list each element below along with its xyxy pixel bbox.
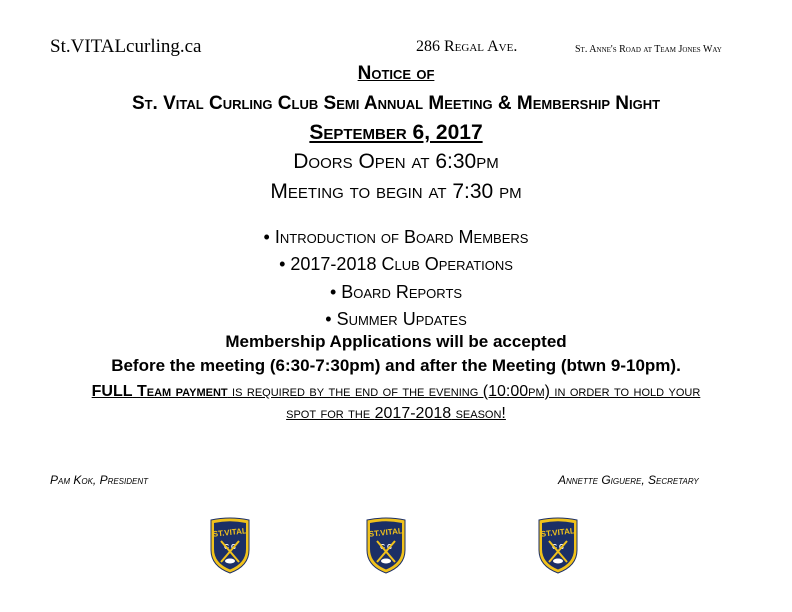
website-url: St.VITALcurling.ca (50, 36, 202, 57)
doors-open: Doors Open at 6:30pm (293, 150, 499, 173)
club-crest-icon (208, 516, 252, 574)
membership-times: Before the meeting (6:30-7:30pm) and after the Meeting (btwn 9-10pm). (111, 356, 681, 375)
agenda-item (0, 282, 792, 303)
notice-heading: Notice of (357, 63, 435, 84)
meeting-date: September 6, 2017 (309, 121, 483, 144)
payment-season: 2017-2018 (374, 405, 452, 422)
payment-spot: spot for the (286, 405, 375, 422)
payment-full: FULL (91, 383, 133, 400)
agenda-item-label: 2017-2018 Club Operations (290, 254, 513, 274)
president-signature: Pam Kok, President (50, 473, 149, 487)
agenda-item (0, 309, 792, 330)
agenda-item (0, 227, 792, 248)
meeting-start: Meeting to begin at 7:30 pm (270, 180, 522, 203)
payment-notice-line2 (0, 405, 792, 423)
secretary-signature: Annette Giguere, Secretary (558, 473, 699, 487)
meeting-title: St. Vital Curling Club Semi Annual Meeting & Membership Night (131, 93, 661, 114)
payment-rest: is required by the end of the evening (10:00pm) in order to hold your (227, 383, 701, 400)
club-crest-icon (536, 516, 580, 574)
svg-text:ST.VITAL: ST.VITAL (368, 526, 404, 539)
bullet: • (263, 227, 270, 247)
svg-text:C C: C C (379, 544, 393, 551)
bullet: • (279, 254, 286, 274)
svg-text:C C: C C (551, 544, 565, 551)
agenda-item (0, 254, 792, 275)
membership-heading: Membership Applications will be accepted (225, 332, 567, 351)
svg-text:ST.VITAL: ST.VITAL (540, 526, 576, 539)
svg-text:ST.VITAL: ST.VITAL (212, 526, 248, 539)
payment-season-end: season! (451, 405, 506, 422)
payment-team: Team payment (136, 383, 228, 400)
club-address: 286 Regal Ave. (416, 38, 518, 55)
bullet: • (329, 282, 337, 302)
bullet: • (325, 309, 332, 329)
agenda-item-label: Board Reports (341, 282, 463, 302)
cross-streets: St. Anne's Road at Team Jones Way (575, 44, 722, 55)
agenda-item-label: Summer Updates (336, 309, 467, 329)
payment-notice-line1 (0, 383, 792, 401)
agenda-item-label: Introduction of Board Members (274, 227, 529, 247)
svg-text:C C: C C (223, 544, 237, 551)
club-crest-icon (364, 516, 408, 574)
